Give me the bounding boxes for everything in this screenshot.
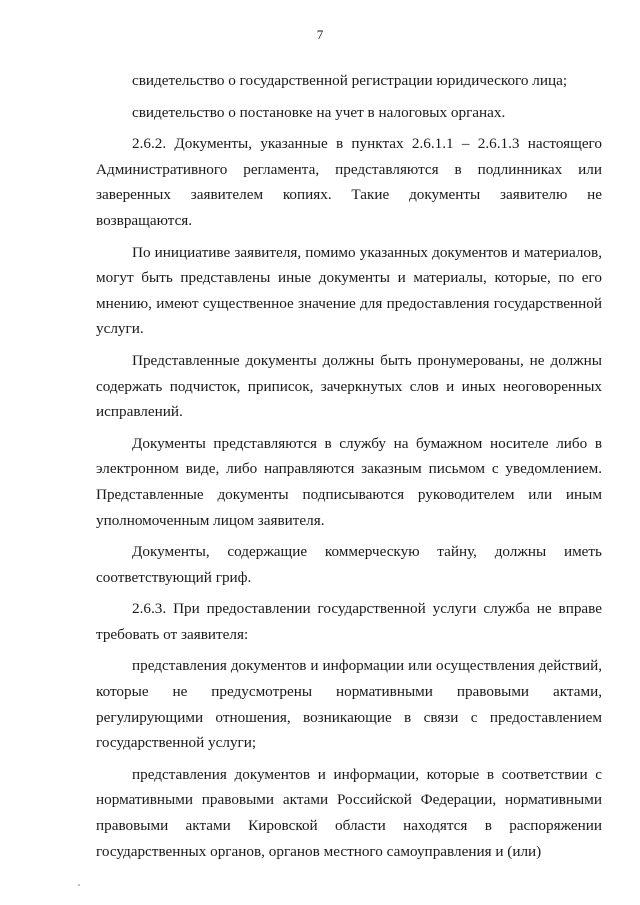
paragraph-not-required-actions: представления документов и информации или осуществления действий, которые не предусмотрены нормативными правовыми актами, регулирующими отношения, возникающие в связи с предоставлением государственной услуги; [96,657,602,752]
page-number: 7 [316,27,324,42]
paragraph-initiative-documents: По инициативе заявителя, помимо указанных документов и материалов, могут быть представлены иные документы и материалы, которые, по его мнению, имеют существенное значение для предоставления государственной услуги. [96,243,602,338]
scan-speck [78,884,80,886]
paragraph-commercial-secret: Документы, содержащие коммерческую тайну, должны иметь соответствующий гриф. [96,543,602,586]
document-body [96,68,602,870]
paragraph-numbering-requirements: Представленные документы должны быть пронумерованы, не должны содержать подчисток, приписок, зачеркнутых слов и иных неоговоренных исправлений. [96,351,602,421]
paragraph-2-6-3: 2.6.3. При предоставлении государственной услуги служба не вправе требовать от заявителя: [96,600,602,643]
paragraph-submission-method: Документы представляются в службу на бумажном носителе либо в электронном виде, либо направляются заказным письмом с уведомлением. Представленные документы подписываются руководителем или иным уполномоченным лицом заявителя. [96,434,602,529]
paragraph-registration-certificate: свидетельство о государственной регистрации юридического лица; [132,72,568,89]
paragraph-tax-certificate: свидетельство о постановке на учет в налоговых органах. [132,103,506,121]
paragraph-not-required-documents: представления документов и информации, которые в соответствии с нормативными правовыми актами Российской Федерации, нормативными правовыми актами Кировской области находятся в распоряжении государственных органов, органов местного самоуправления и (или) [96,765,602,860]
paragraph-2-6-2: 2.6.2. Документы, указанные в пунктах 2.6.1.1 – 2.6.1.3 настоящего Административного регламента, представляются в подлинниках или заверенных заявителем копиях. Такие документы заявителю не возвращаются. [96,135,602,229]
